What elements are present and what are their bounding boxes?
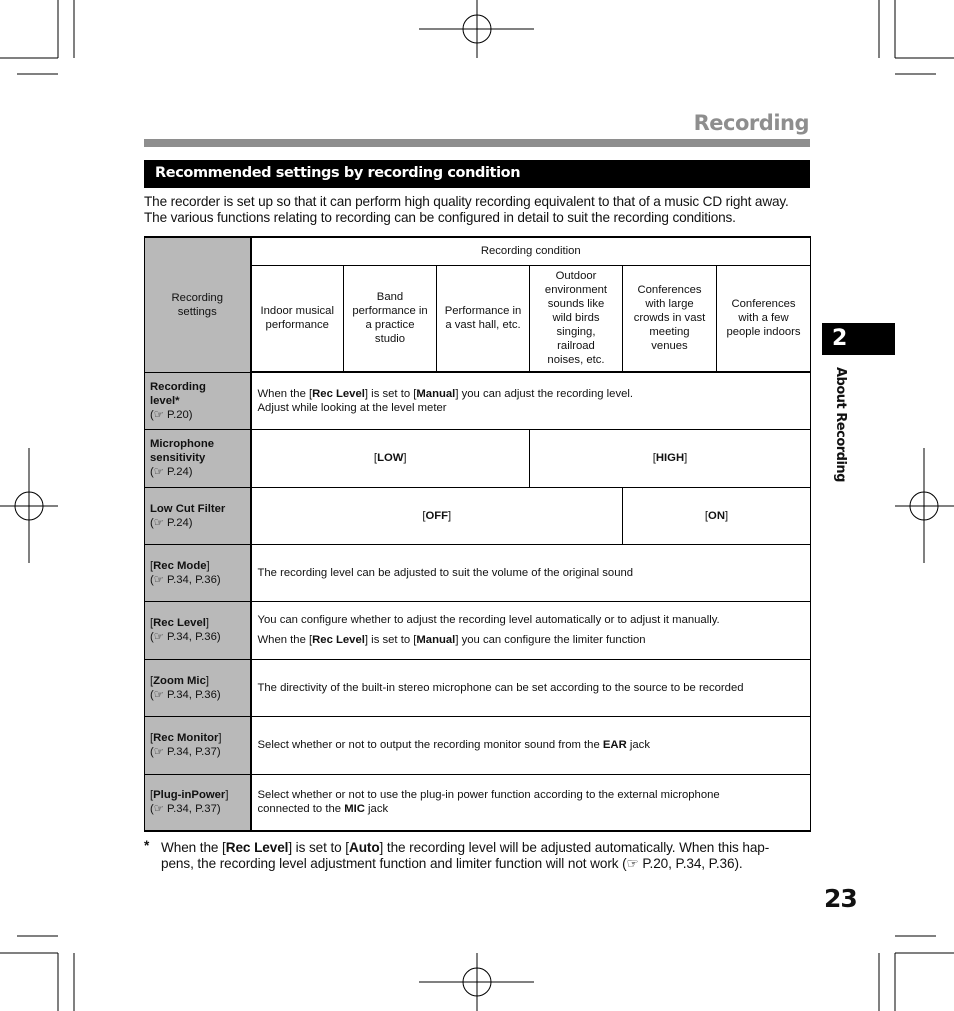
condition-header: Recording condition bbox=[251, 237, 811, 265]
intro-line: The various functions relating to recording can be configured in detail to suit the recording conditions. bbox=[144, 210, 736, 225]
mic-sensitivity-low: [LOW] bbox=[251, 429, 530, 487]
row-header-rec-level: [Rec Level] (☞ P.34, P.36) bbox=[145, 601, 251, 659]
rec-monitor-description: Select whether or not to output the recording monitor sound from the EAR jack bbox=[251, 716, 811, 774]
row-header-mic-sensitivity: Microphone sensitivity (☞ P.24) bbox=[145, 429, 251, 487]
condition-cell: Indoor musical performance bbox=[251, 265, 344, 372]
heading-rule bbox=[144, 139, 810, 147]
rec-mode-description: The recording level can be adjusted to suit the volume of the original sound bbox=[251, 544, 811, 601]
condition-cell: Conferences with large crowds in vast meeting venues bbox=[623, 265, 717, 372]
row-header-zoom-mic: [Zoom Mic] (☞ P.34, P.36) bbox=[145, 659, 251, 716]
row-header-plugin-power: [Plug-inPower] (☞ P.34, P.37) bbox=[145, 774, 251, 831]
section-title: Recommended settings by recording condition bbox=[155, 165, 521, 181]
row-header-recording-level: Recording level* (☞ P.20) bbox=[145, 372, 251, 429]
chapter-label: About Recording bbox=[833, 367, 848, 482]
condition-cell: Outdoor environment sounds like wild birds singing, railroad noises, etc. bbox=[530, 265, 623, 372]
footnote-text: When the [Rec Level] is set to [Auto] the recording level will be adjusted automatically. When this hap- pens, the recording level adjustment function and limiter function will not work (☞ P.20, P.34, P.36). bbox=[161, 840, 770, 871]
recording-settings-table bbox=[144, 236, 811, 832]
rec-level-description: You can configure whether to adjust the recording level automatically or to adjust it manually. When the [Rec Level] is set to [Manual] you can configure the limiter function bbox=[251, 601, 811, 659]
page-number: 23 bbox=[824, 884, 857, 913]
footnote-star: * bbox=[144, 838, 150, 853]
condition-cell: Conferences with a few people indoors bbox=[717, 265, 811, 372]
zoom-mic-description: The directivity of the built-in stereo microphone can be set according to the source to be recorded bbox=[251, 659, 811, 716]
condition-cell: Band performance in a practice studio bbox=[344, 265, 437, 372]
row-header-rec-mode: [Rec Mode] (☞ P.34, P.36) bbox=[145, 544, 251, 601]
row-header-low-cut-filter: Low Cut Filter (☞ P.24) bbox=[145, 487, 251, 544]
mic-sensitivity-high: [HIGH] bbox=[530, 429, 811, 487]
chapter-tab bbox=[822, 323, 895, 355]
recording-level-description: When the [Rec Level] is set to [Manual] you can adjust the recording level. Adjust while looking at the level meter bbox=[251, 372, 811, 429]
chapter-number: 2 bbox=[832, 326, 848, 351]
page-heading: Recording bbox=[693, 111, 809, 135]
row-header-rec-monitor: [Rec Monitor] (☞ P.34, P.37) bbox=[145, 716, 251, 774]
intro-line: The recorder is set up so that it can perform high quality recording equivalent to that of a music CD right away. bbox=[144, 194, 789, 209]
section-title-bar bbox=[144, 160, 810, 188]
condition-cell: Performance in a vast hall, etc. bbox=[437, 265, 530, 372]
corner-header: Recording settings bbox=[145, 237, 251, 372]
low-cut-on: [ON] bbox=[623, 487, 811, 544]
plugin-power-description: Select whether or not to use the plug-in power function according to the external microphone connected to the MIC jack bbox=[251, 774, 811, 831]
low-cut-off: [OFF] bbox=[251, 487, 623, 544]
intro-paragraph bbox=[144, 194, 814, 226]
